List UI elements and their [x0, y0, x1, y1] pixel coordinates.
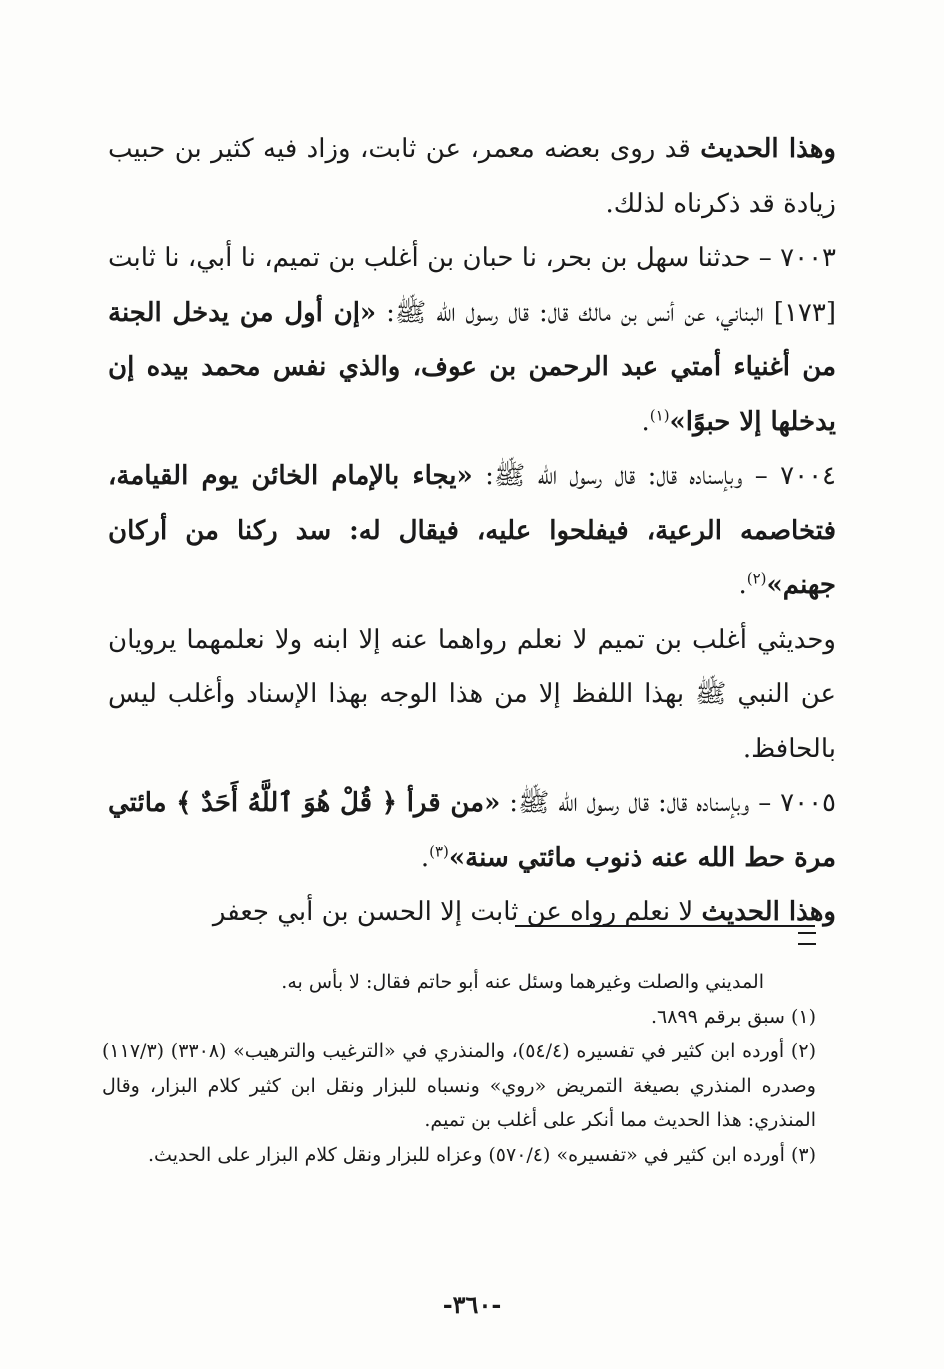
footnote-1-number: (١)	[790, 1005, 816, 1028]
page-number: -٣٦٠-	[442, 1290, 502, 1319]
footnote-separator	[515, 925, 815, 927]
hadith-7005-matn: «من قرأ ﴿ قُلْ هُوَ ٱللَّهُ أَحَدٌ ﴾ مائتي مرة حط الله عنه ذنوب مائتي سنة»	[108, 788, 836, 873]
footnote-ref-2: (٢)	[746, 569, 767, 588]
hadith-7004-isnad: ٧٠٠٤ – وبإسناده قال: قال رسول الله ﷺ:	[472, 461, 836, 491]
hadith-7003-matn: «إن أول من يدخل الجنة من أغنياء أمتي عبد الرحمن بن عوف، والذي نفس محمد بيده إن يدخلها إلا حبوًا»	[108, 297, 836, 437]
footnotes	[102, 965, 816, 1172]
footnote-1	[102, 1000, 816, 1035]
footnote-3-text: أورده ابن كثير في «تفسيره» (٥٧٠/٤) وعزاه للبزار ونقل كلام البزار على الحديث.	[148, 1143, 791, 1166]
main-text	[108, 122, 836, 940]
footnote-1-text: سبق برقم ٦٨٩٩.	[650, 1005, 791, 1028]
last-paragraph	[108, 885, 836, 940]
footnote-ref-1: (١)	[649, 405, 670, 424]
hadith-7004	[108, 449, 836, 613]
hadith-7005-end: .	[420, 842, 430, 873]
footnote-2-number: (٢)	[790, 1040, 816, 1062]
footnote-ref-3: (٣)	[429, 841, 449, 860]
footnote-carryover-mark	[798, 932, 816, 945]
last-paragraph-lead: وهذا الحديث	[701, 897, 836, 927]
hadith-7003-isnad: ٧٠٠٣ – حدثنا سهل بن بحر، نا حبان بن أغلب بن تميم، نا أبي، نا ثابت [١٧٣] البناني، عن أنس بن مالك قال: قال رسول الله ﷺ:	[108, 243, 836, 328]
last-paragraph-text: لا نعلم رواه عن ثابت إلا الحسن بن أبي جعفر	[212, 897, 702, 927]
paragraph-1-text: قد روى بعضه معمر، عن ثابت، وزاد فيه كثير بن حبيب زيادة قد ذكرناه لذلك.	[108, 134, 836, 219]
footnote-2-text: أورده ابن كثير في تفسيره (٥٤/٤)، والمنذري في «الترغيب والترهيب» (٣٣٠٨) (١١٧/٣) وصدره المنذري بصيغة التمريض «روي» ونسباه للبزار ونقل ابن كثير كلام البزار، وقال المنذري: هذا الحديث مما أنكر على أغلب بن تميم.	[102, 1040, 816, 1131]
footnote-carryover: المديني والصلت وغيرهما وسئل عنه أبو حاتم فقال: لا بأس به.	[281, 971, 764, 993]
hadith-7003	[108, 231, 836, 449]
hadith-7003-end: .	[641, 406, 650, 437]
footnote-2	[102, 1034, 816, 1138]
paragraph-1	[108, 122, 836, 231]
hadith-7005-isnad: ٧٠٠٥ – وبإسناده قال: قال رسول الله ﷺ:	[500, 788, 836, 818]
comment-paragraph: وحديثي أغلب بن تميم لا نعلم رواهما عنه إلا ابنه ولا نعلمهما يرويان عن النبي ﷺ بهذا اللفظ إلا من هذا الوجه بهذا الإسناد وأغلب ليس بالحافظ.	[108, 624, 836, 764]
hadith-7005	[108, 776, 836, 885]
footnote-3	[102, 1138, 816, 1173]
footnote-3-number: (٣)	[790, 1143, 816, 1166]
paragraph-1-lead: وهذا الحديث	[700, 134, 836, 164]
hadith-7004-end: .	[738, 570, 747, 600]
hadith-7004-matn: «يجاء بالإمام الخائن يوم القيامة، فتخاصمه الرعية، فيفلحوا عليه، فيقال له: سد ركنا من أركان جهنم»	[108, 461, 836, 600]
